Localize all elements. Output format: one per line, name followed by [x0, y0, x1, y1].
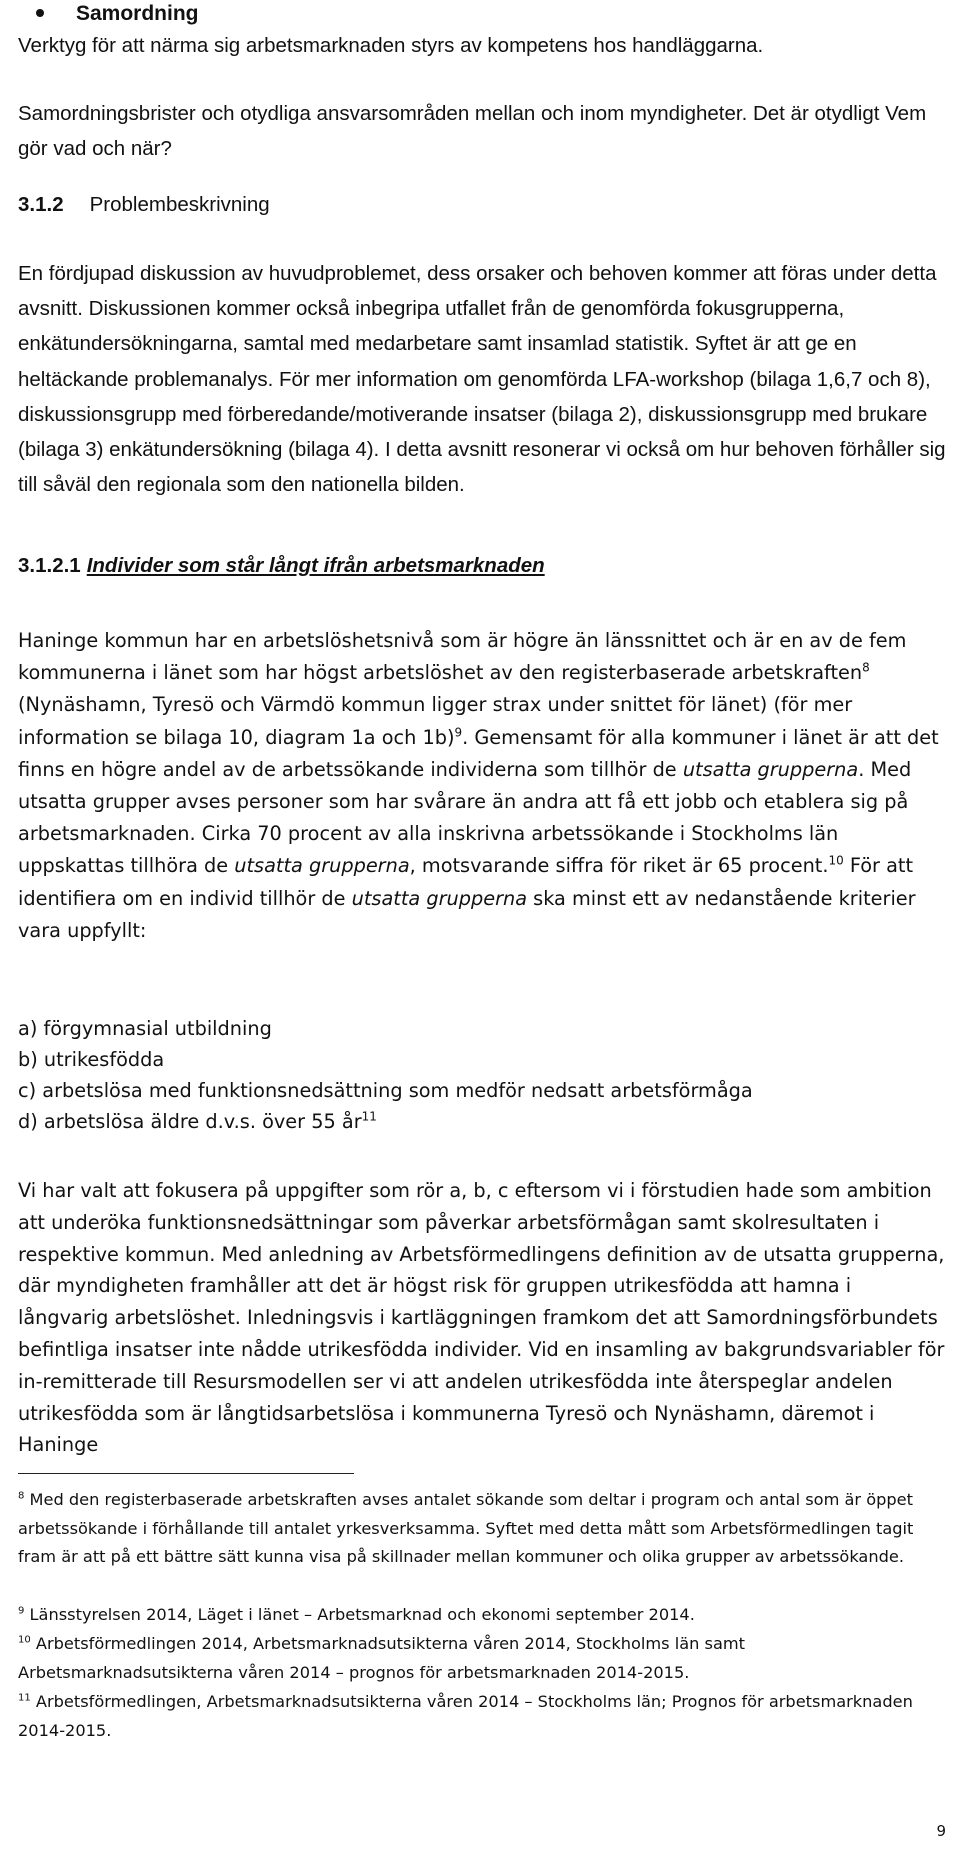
- italic-term: utsatta grupperna: [351, 886, 528, 910]
- criteria-item: [18, 1106, 946, 1137]
- text-run: Haninge kommun har en arbetslöshetsnivå som är högre än länssnittet och är en av de fem kommunerna i länet som har högst arbetslöshet av den registerbaserade arbetskraften: [18, 629, 907, 685]
- subsection-number: 3.1.2.1: [18, 554, 81, 577]
- paragraph-2: Samordningsbrister och otydliga ansvarsområden mellan och inom myndigheter. Det är otydligt Vem gör vad och när?: [18, 102, 927, 160]
- footnote-text: Arbetsförmedlingen, Arbetsmarknadsutsikterna våren 2014 – Stockholms län; Prognos för arbetsmarknaden 2014-2015.: [18, 1692, 913, 1740]
- text-run: . Gemensamt för alla kommuner i länet är att det finns en högre andel av de arbetssökande individerna som tillhör de: [18, 725, 939, 781]
- footnote-9: [18, 1601, 946, 1630]
- footnote-number: 10: [18, 1634, 31, 1646]
- italic-term: utsatta grupperna: [234, 854, 410, 878]
- bullet-label: Samordning: [76, 2, 199, 25]
- footnote-text: Länsstyrelsen 2014, Läget i länet – Arbetsmarknad och ekonomi september 2014.: [24, 1605, 695, 1624]
- footnote-text: Med den registerbaserade arbetskraften avses antalet sökande som deltar i program och antal som är öppet arbetssökande i förhållande till antalet yrkesverksamma. Syftet med detta mått som Arbetsförmedlingen tagit fram är att på ett bättre sätt kunna visa på skillnader mellan kommuner och olika grupper av arbetssökande.: [18, 1490, 914, 1566]
- paragraph-5: Vi har valt att fokusera på uppgifter som rör a, b, c eftersom vi i förstudien hade som ambition att underöka funktionsnedsättningar som påverkar arbetsförmågan samt skolresultaten i respektive kommun. Med anledning av Arbetsförmedlingens definition av de utsatta grupperna, där myndigheten framhåller att det är högst risk för gruppen utrikesfödda att hamna i långvarig arbetslöshet. Inledningsvis i kartläggningen framkom det att Samordningsförbundets befintliga insatser inte nådde utrikesfödda individer. Vid en insamling av bakgrundsvariabler för in-remitterade till Resursmodellen ser vi att andelen utrikesfödda inte återspeglar andelen utrikesfödda som är långtidsarbetslösa i kommunerna Tyresö och Nynäshamn, däremot i Haninge: [18, 1179, 945, 1457]
- footnote-divider: [18, 1473, 354, 1474]
- section-heading-3-1-2: [18, 190, 946, 220]
- footnote-ref-9[interactable]: 9: [454, 725, 463, 740]
- bullet-heading: [18, 0, 946, 28]
- subsection-title: Individer som står långt ifrån arbetsmarknaden: [86, 554, 545, 577]
- section-number: 3.1.2: [18, 193, 64, 216]
- text-run: För att identifiera om en individ tillhör de: [18, 854, 914, 910]
- text-run: ska minst ett av nedanstående kriterier vara uppfyllt:: [18, 886, 916, 942]
- criteria-text: d) arbetslösa äldre d.v.s. över 55 år: [18, 1110, 362, 1133]
- footnote-number: 11: [18, 1692, 31, 1704]
- criteria-item: c) arbetslösa med funktionsnedsättning som medför nedsatt arbetsförmåga: [18, 1079, 753, 1102]
- criteria-item: b) utrikesfödda: [18, 1048, 165, 1071]
- footnote-number: 8: [18, 1490, 25, 1502]
- section-heading-3-1-2-1: [18, 551, 946, 581]
- footnote-ref-8[interactable]: 8: [862, 660, 870, 675]
- criteria-item: a) förgymnasial utbildning: [18, 1017, 272, 1040]
- footnote-11: [18, 1688, 946, 1745]
- criteria-list: [18, 1013, 946, 1137]
- footnote-ref-11[interactable]: 11: [361, 1109, 377, 1124]
- footnote-ref-10[interactable]: 10: [828, 854, 844, 868]
- paragraph-1: Verktyg för att närma sig arbetsmarknaden styrs av kompetens hos handläggarna.: [18, 34, 764, 57]
- footnote-text: Arbetsförmedlingen 2014, Arbetsmarknadsutsikterna våren 2014, Stockholms län samt Arbetsmarknadsutsikterna våren 2014 – prognos för arbetsmarknaden 2014-2015.: [18, 1634, 746, 1682]
- text-run: , motsvarande siffra för riket är 65 procent.: [409, 854, 829, 878]
- bullet-icon: [36, 9, 44, 17]
- footnote-8: [18, 1486, 946, 1572]
- footnote-10: [18, 1630, 946, 1687]
- text-run: . Med utsatta grupper avses personer som har svårare än andra att få ett jobb och etablera sig på arbetsmarknaden. Cirka 70 procent av alla inskrivna arbetssökande i Stockholms län uppskattas tillhöra de: [18, 757, 912, 878]
- paragraph-3: En fördjupad diskussion av huvudproblemet, dess orsaker och behoven kommer att föras under detta avsnitt. Diskussionen kommer också inbegripa utfallet från de genomförda fokusgrupperna, enkätundersökningarna, samtal med medarbetare samt insamlad statistik. Syftet är att ge en heltäckande problemanalys. För mer information om genomförda LFA-workshop (bilaga 1,6,7 och 8), diskussionsgrupp med förberedande/motiverande insatser (bilaga 2), diskussionsgrupp med brukare (bilaga 3) enkätundersökning (bilaga 4). I detta avsnitt resonerar vi också om hur behoven förhåller sig till såväl den regionala som den nationella bilden.: [18, 262, 946, 497]
- section-title: Problembeskrivning: [89, 193, 270, 216]
- italic-term: utsatta grupperna: [682, 757, 859, 781]
- footnote-number: 9: [18, 1605, 25, 1617]
- text-run: (Nynäshamn, Tyresö och Värmdö kommun ligger strax under snittet för länet) (för mer information se bilaga 10, diagram 1a och 1b): [18, 693, 853, 749]
- paragraph-4: [18, 625, 946, 947]
- page-number: 9: [936, 1822, 946, 1840]
